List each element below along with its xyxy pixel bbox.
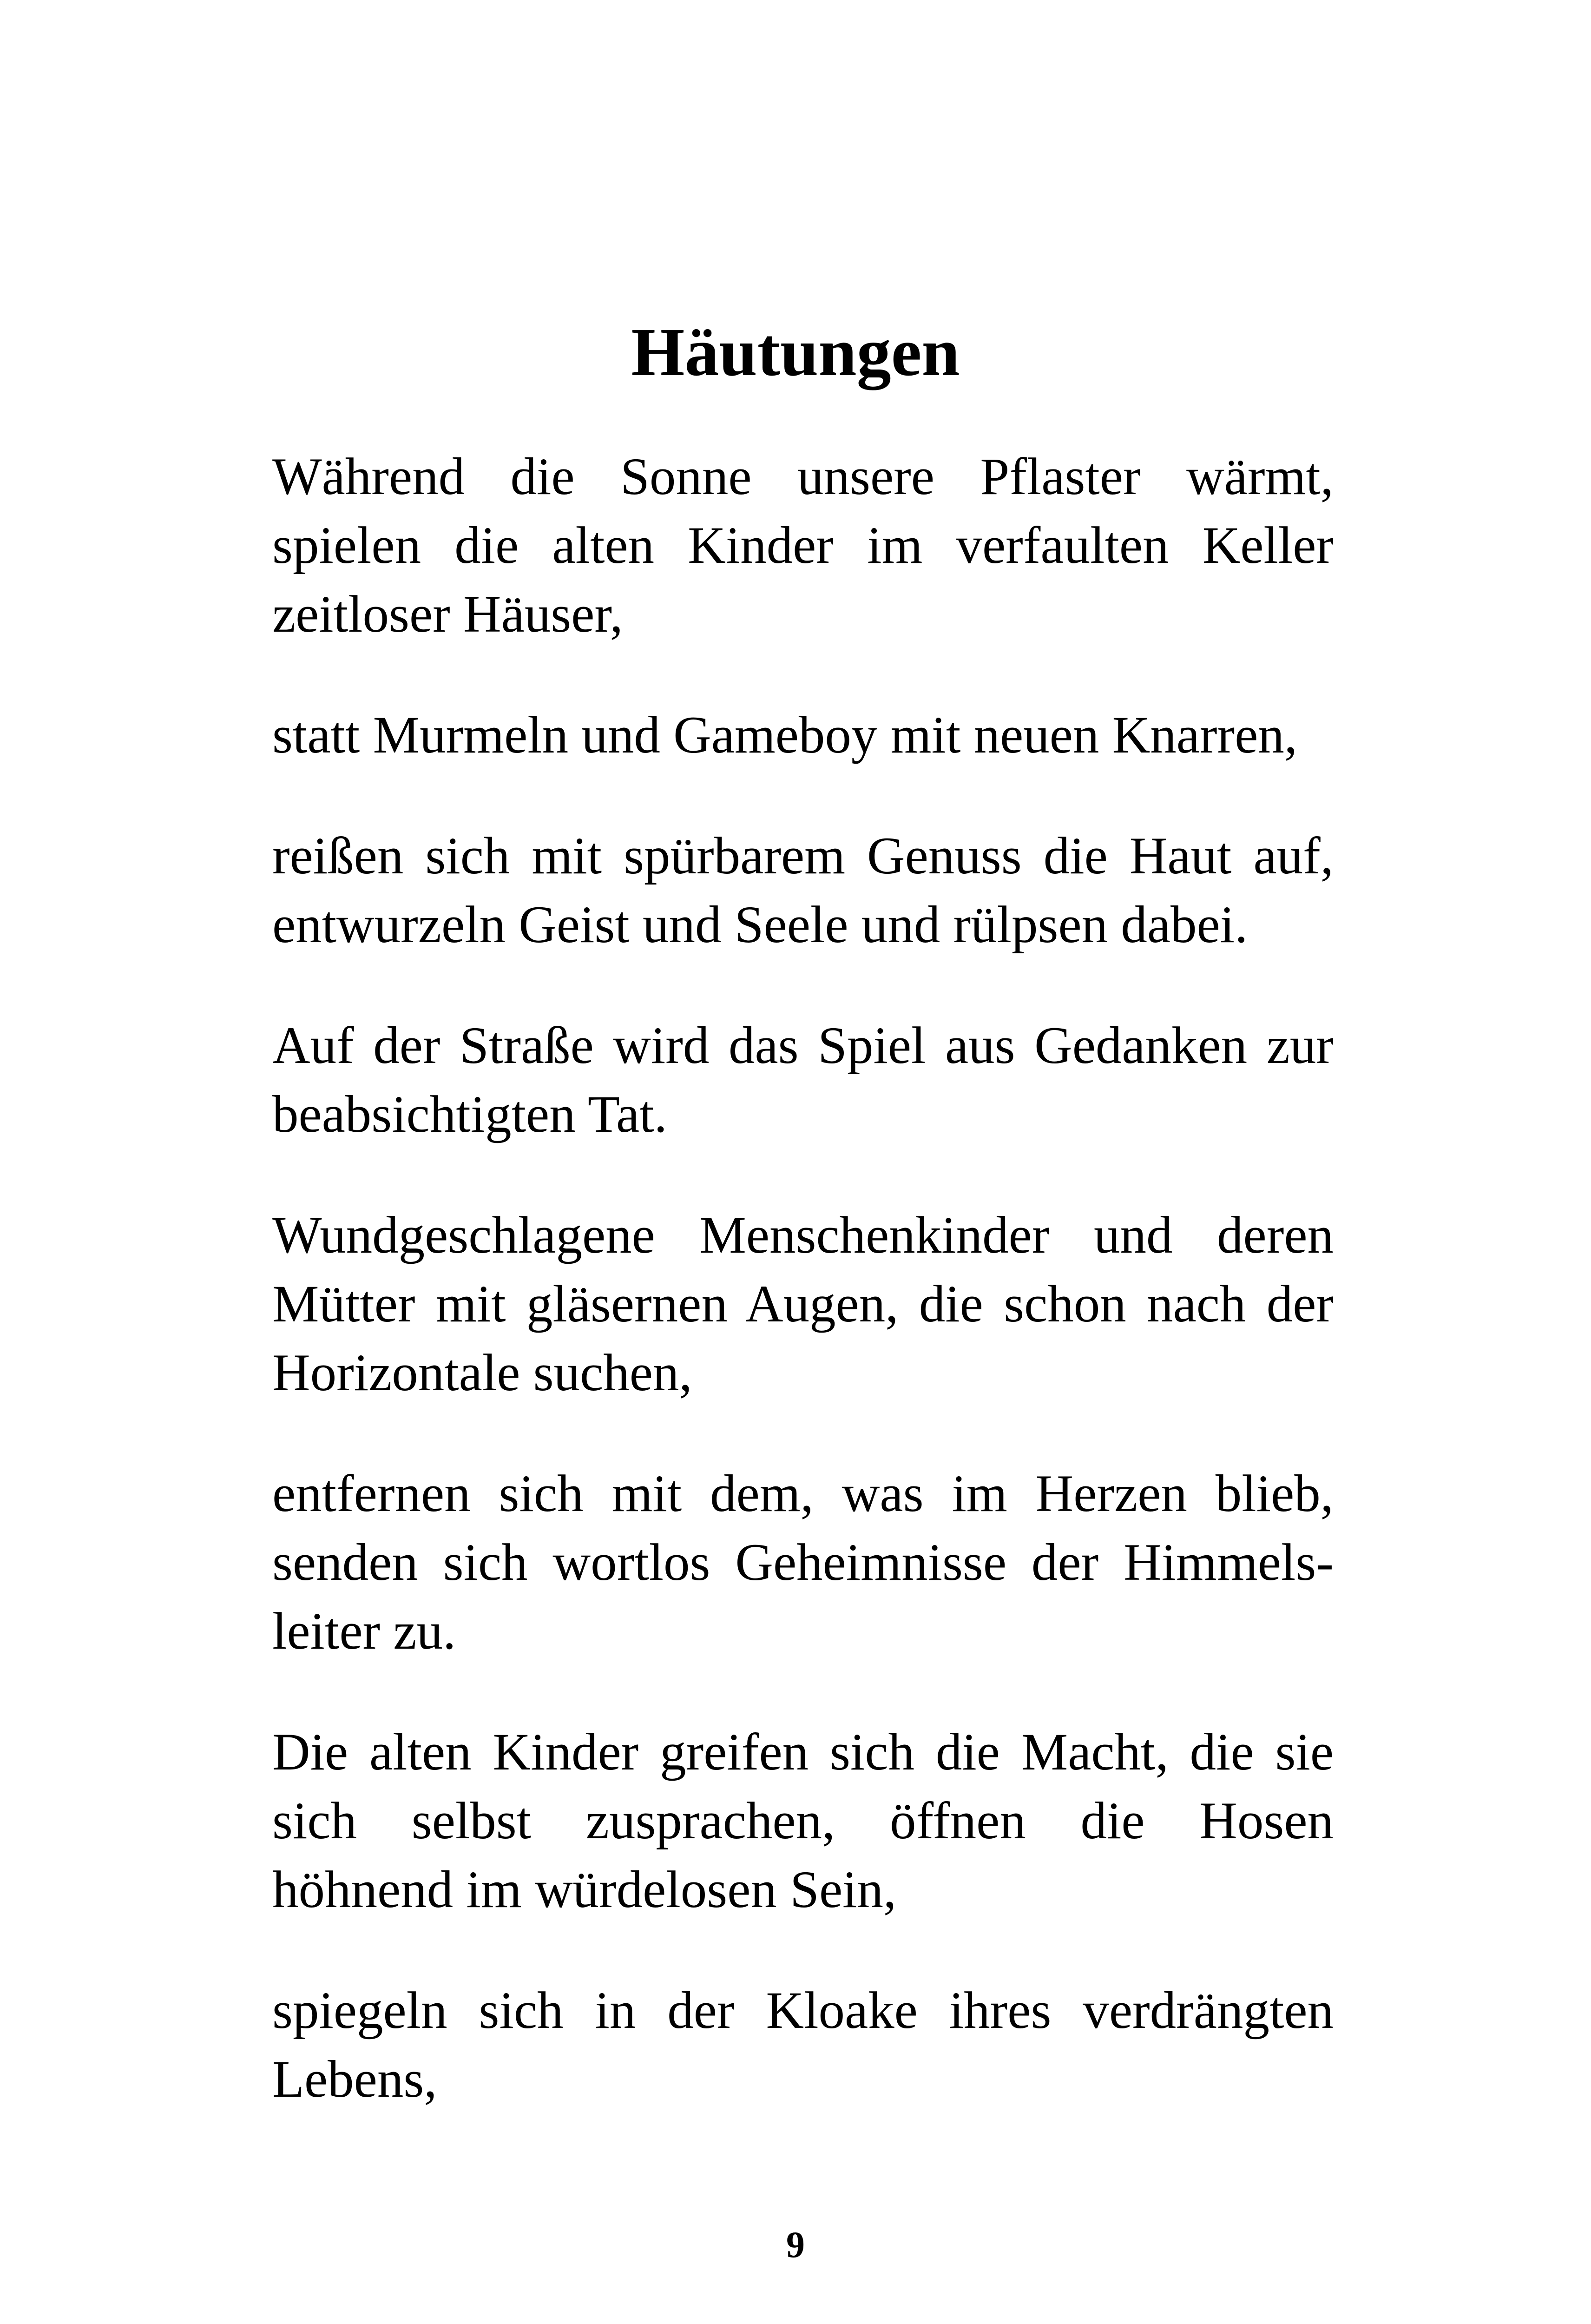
poem-line: entfernen sich mit dem, was im Herzen blieb,: [272, 1465, 1334, 1523]
stanza-3: [272, 822, 1334, 959]
poem-line: Mütter mit gläsernen Augen, die schon nach der: [272, 1275, 1334, 1333]
page-number: 9: [786, 2225, 805, 2265]
stanza-2: [272, 701, 1334, 770]
poem-line: Die alten Kinder greifen sich die Macht, die sie: [272, 1723, 1334, 1781]
poem-line: reißen sich mit spürbarem Genuss die Haut auf,: [272, 827, 1334, 885]
poem-line: spielen die alten Kinder im verfaulten Keller: [272, 516, 1334, 574]
poem-line: beabsichtigten Tat.: [272, 1085, 667, 1143]
stanza-4: [272, 1011, 1334, 1149]
stanza-8: [272, 1976, 1334, 2114]
poem-line: Während die Sonne unsere Pflaster wärmt,: [272, 448, 1334, 506]
poem-line: statt Murmeln und Gameboy mit neuen Knarren,: [272, 706, 1298, 764]
poem-line: Auf der Straße wird das Spiel aus Gedanken zur: [272, 1017, 1334, 1075]
poem-line: Horizontale suchen,: [272, 1344, 692, 1402]
poem-line: entwurzeln Geist und Seele und rülpsen dabei.: [272, 896, 1248, 954]
poem-line: zeitloser Häuser,: [272, 585, 623, 643]
poem-line: sich selbst zusprachen, öffnen die Hosen: [272, 1792, 1334, 1850]
stanza-7: [272, 1718, 1334, 1924]
poem-title: Häutungen: [631, 314, 960, 390]
poem-line: Lebens,: [272, 2050, 437, 2108]
stanza-6: [272, 1459, 1334, 1666]
poem-line: Wundgeschlagene Menschenkinder und deren: [272, 1206, 1334, 1264]
poem-body: [272, 442, 1334, 2166]
poem-line: leiter zu.: [272, 1602, 456, 1660]
poem-line: senden sich wortlos Geheimnisse der Himmels-: [272, 1533, 1334, 1591]
poem-line: spiegeln sich in der Kloake ihres verdrängten: [272, 1981, 1334, 2040]
stanza-1: [272, 442, 1334, 649]
stanza-5: [272, 1201, 1334, 1407]
poem-line: höhnend im würdelosen Sein,: [272, 1861, 897, 1919]
